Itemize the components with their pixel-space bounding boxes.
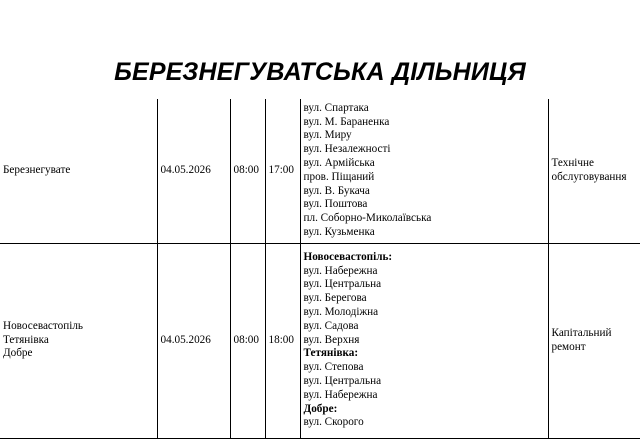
settlement-heading: Добре:: [304, 403, 548, 417]
street-item: вул. Степова: [304, 361, 548, 375]
cell-line: Тетянівка: [3, 334, 157, 348]
work-type-cell: [548, 99, 640, 243]
street-item: вул. Центральна: [304, 375, 548, 389]
cell-line: Технічне: [552, 157, 640, 171]
street-item: вул. Поштова: [304, 198, 548, 212]
street-item: вул. Скорого: [304, 416, 548, 430]
time-to-cell: 17:00: [265, 99, 300, 243]
street-item: вул. Спартака: [304, 102, 548, 116]
street-item: вул. Берегова: [304, 292, 548, 306]
street-item: вул. Садова: [304, 320, 548, 334]
settlement-heading: Тетянівка:: [304, 347, 548, 361]
settlement-cell: [0, 243, 157, 438]
page-title: БЕРЕЗНЕГУВАТСЬКА ДІЛЬНИЦЯ: [0, 55, 640, 89]
cell-line: Новосевастопіль: [3, 320, 157, 334]
cell-line: обслуговування: [552, 171, 640, 185]
work-type-cell: [548, 243, 640, 438]
streets-cell: [300, 243, 548, 438]
street-item: пл. Соборно-Миколаївська: [304, 212, 548, 226]
street-item: вул. Молодіжна: [304, 306, 548, 320]
date-cell: 04.05.2026: [157, 99, 230, 243]
time-from-cell: 08:00: [230, 99, 265, 243]
schedule-body: [0, 99, 640, 438]
street-item: вул. Миру: [304, 129, 548, 143]
streets-cell: [300, 99, 548, 243]
street-item: вул. Незалежності: [304, 143, 548, 157]
outage-schedule-table: [0, 99, 640, 439]
settlement-heading: Новосевастопіль:: [304, 251, 548, 265]
street-item: вул. Армійська: [304, 157, 548, 171]
settlement-cell: [0, 99, 157, 243]
street-item: вул. В. Букача: [304, 185, 548, 199]
time-from-cell: 08:00: [230, 243, 265, 438]
table-row: [0, 243, 640, 438]
cell-line: Добре: [3, 347, 157, 361]
street-item: вул. Верхня: [304, 334, 548, 348]
street-item: вул. Набережна: [304, 389, 548, 403]
street-item: вул. Центральна: [304, 278, 548, 292]
cell-line: Капітальний: [552, 327, 640, 341]
street-item: пров. Піщаний: [304, 171, 548, 185]
cell-line: ремонт: [552, 341, 640, 355]
street-item: вул. Кузьменка: [304, 226, 548, 240]
time-to-cell: 18:00: [265, 243, 300, 438]
cell-line: Березнегувате: [3, 164, 157, 178]
street-item: вул. Набережна: [304, 265, 548, 279]
street-item: вул. М. Бараненка: [304, 116, 548, 130]
date-cell: 04.05.2026: [157, 243, 230, 438]
table-row: [0, 99, 640, 243]
